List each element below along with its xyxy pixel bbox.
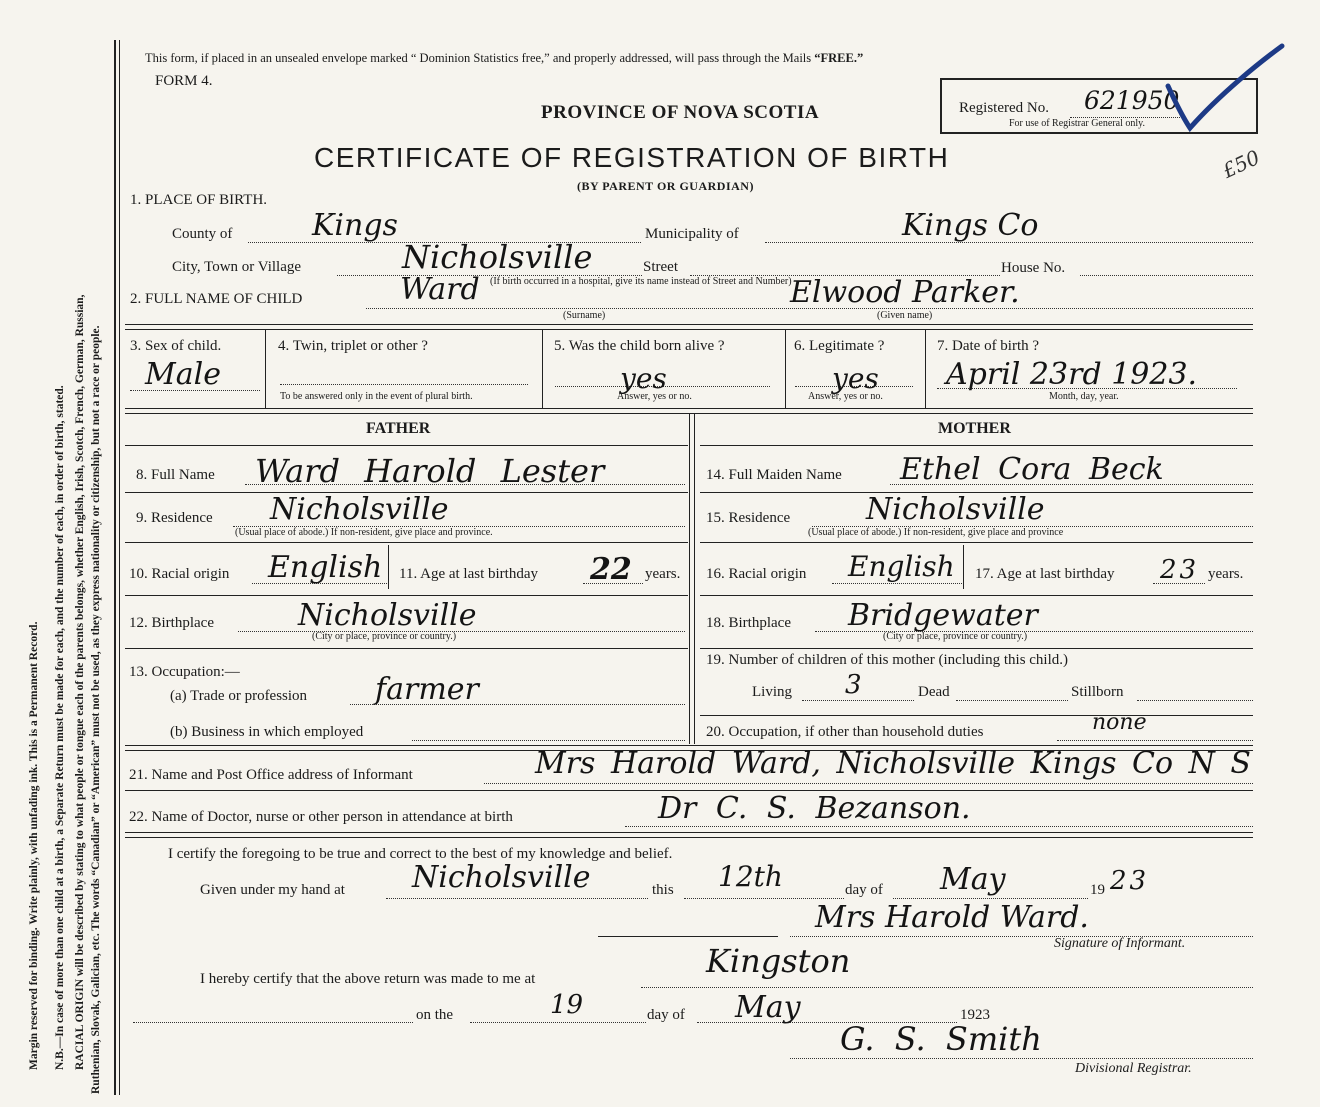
given-place-value: Nicholsville [412,860,591,895]
mother-birthplace-value: Bridgewater [848,598,1038,633]
living-value: 3 [845,670,862,700]
registered-number: 621950 [1084,86,1180,115]
check-mark [1150,42,1290,142]
registrar-month-value: May [735,990,801,1025]
legitimate-label: 6. Legitimate ? [794,338,885,354]
alive-note: Answer, yes or no. [617,391,692,402]
mother-name-value: Ethel Cora Beck [900,452,1164,487]
informant-label: 21. Name and Post Office address of Informant [129,767,413,783]
binding-rule [114,40,116,1095]
province-heading: PROVINCE OF NOVA SCOTIA [541,102,820,123]
registrar-signature: G. S. Smith [840,1020,1042,1058]
registrar-day-of-label: day of [647,1007,685,1023]
twin-note: To be answered only in the event of plural birth. [280,391,473,402]
this-label: this [652,882,674,898]
mother-birthplace-note: (City or place, province or country.) [883,631,1028,642]
dead-label: Dead [918,684,950,700]
registrar-year-value: 1923 [960,1007,990,1023]
dob-note: Month, day, year. [1049,391,1119,402]
given-year-prefix: 19 [1090,882,1105,898]
city-label: City, Town or Village [172,259,302,275]
doctor-value: Dr C. S. Bezanson. [658,791,971,826]
registrar-statement: I hereby certify that the above return was made to me at [200,971,536,987]
street-label: Street [643,259,678,275]
registered-note: For use of Registrar General only. [1009,118,1145,129]
place-heading: 1. PLACE OF BIRTH. [130,192,268,208]
father-name-value: Ward Harold Lester [255,452,605,490]
mother-children-label: 19. Number of children of this mother (including this child.) [706,652,1069,668]
mail-notice-free: “FREE.” [814,51,864,65]
father-age-unit: years. [645,566,681,582]
father-trade-label: (a) Trade or profession [170,688,308,704]
mother-heading: MOTHER [938,420,1011,437]
mother-occupation-label: 20. Occupation, if other than household duties [706,724,984,740]
father-residence-note: (Usual place of abode.) If non-resident, give place and province. [235,527,493,538]
mother-birthplace-label: 18. Birthplace [706,615,791,631]
legitimate-note: Answer, yes or no. [808,391,883,402]
father-name-label: 8. Full Name [136,467,215,483]
page-subtitle: (BY PARENT OR GUARDIAN) [577,179,754,193]
father-residence-value: Nicholsville [270,492,449,527]
mother-residence-note: (Usual place of abode.) If non-resident, give place and province [808,527,1064,538]
mother-residence-label: 15. Residence [706,510,791,526]
municipality-label: Municipality of [645,226,739,242]
mail-notice [145,51,863,66]
father-birthplace-note: (City or place, province or country.) [312,631,457,642]
alive-value: yes [620,362,667,395]
corner-pencil-mark: £50 [1218,145,1264,183]
registrar-on-label: on the [416,1007,454,1023]
mother-age-label: 17. Age at last birthday [975,566,1115,582]
margin-binding-note: Margin reserved for binding. Write plainly, with unfading ink. This is a Permanent Record. [28,621,40,1070]
mother-residence-value: Nicholsville [866,492,1045,527]
given-year-value: 23 [1110,866,1150,896]
municipality-value: Kings Co [902,208,1039,243]
registrar-caption: Divisional Registrar. [1075,1061,1192,1076]
dob-value: April 23rd 1923. [946,357,1198,392]
father-race-label: 10. Racial origin [129,566,230,582]
father-heading: FATHER [366,420,431,437]
page-title: CERTIFICATE OF REGISTRATION OF BIRTH [314,142,950,173]
alive-label: 5. Was the child born alive ? [554,338,725,354]
father-residence-label: 9. Residence [136,510,213,526]
binding-rule-inner [119,40,120,1095]
sex-value: Male [145,357,221,392]
mother-age-value: 23 [1160,555,1200,585]
mother-name-label: 14. Full Maiden Name [706,467,842,483]
registrar-place-value: Kingston [706,942,851,980]
child-surname: Ward [400,272,480,307]
given-day-of-label: day of [845,882,883,898]
county-value: Kings [312,208,398,243]
informant-signature-caption: Signature of Informant. [1054,936,1186,951]
sex-label: 3. Sex of child. [130,338,222,354]
given-day-value: 12th [718,860,783,893]
house-label: House No. [1001,260,1066,276]
certify-statement: I certify the foregoing to be true and correct to the best of my knowledge and belief. [168,846,673,862]
given-month-value: May [940,862,1006,897]
dob-label: 7. Date of birth ? [937,338,1040,354]
given-caption: (Given name) [877,310,933,321]
father-business-label: (b) Business in which employed [170,724,364,740]
stillborn-label: Stillborn [1071,684,1124,700]
city-value: Nicholsville [402,238,593,276]
mother-age-unit: years. [1208,566,1244,582]
margin-nb-note: N.B.—In case of more than one child at a birth, a Separate Return must be made for each, and the number of each, in order of birth, stated. [54,385,66,1070]
form-number: FORM 4. [155,73,213,89]
legitimate-value: yes [832,362,879,395]
hospital-note: (If birth occurred in a hospital, give its name instead of Street and Number) [490,276,792,287]
mother-race-value: English [848,550,955,583]
father-birthplace-value: Nicholsville [298,598,477,633]
margin-racial-note-cont: Ruthenian, Slovak, Galician, etc. The words “Canadian” or “American” must not be used, as they express nationality or citizenship, but not a race or people. [90,325,102,1094]
informant-signature: Mrs Harold Ward. [815,900,1089,935]
twin-label: 4. Twin, triplet or other ? [278,338,428,354]
doctor-label: 22. Name of Doctor, nurse or other person in attendance at birth [129,809,513,825]
margin-racial-note: RACIAL ORIGIN will be described by stating to what people or tongue each of the parents belongs, whether English, Irish, Scotch, French, German, Russian, [74,294,86,1070]
father-birthplace-label: 12. Birthplace [129,615,214,631]
father-occupation-label: 13. Occupation:— [129,664,240,680]
mother-race-label: 16. Racial origin [706,566,807,582]
given-under-label: Given under my hand at [200,882,345,898]
child-name-label: 2. FULL NAME OF CHILD [130,291,303,307]
registrar-day-value: 19 [550,990,584,1020]
living-label: Living [752,684,792,700]
father-age-value: 22 [590,552,632,587]
father-age-label: 11. Age at last birthday [399,566,538,582]
father-race-value: English [268,550,383,585]
child-given-name: Elwood Parker. [790,275,1020,310]
mother-occupation-value: none [1092,710,1147,735]
registered-label: Registered No. [959,100,1049,116]
mail-notice-text: This form, if placed in an unsealed envelope marked “ Dominion Statistics free,” and properly addressed, will pass through the Mails [145,51,812,65]
informant-value: Mrs Harold Ward, Nicholsville Kings Co N S [535,746,1251,781]
surname-caption: (Surname) [563,310,606,321]
father-trade-value: farmer [375,672,479,707]
county-label: County of [172,226,233,242]
